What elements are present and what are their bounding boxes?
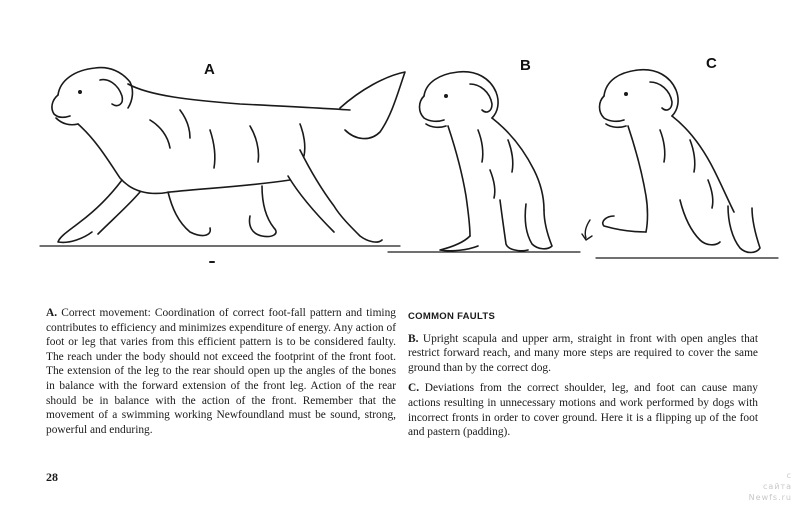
watermark-line-3: Newfs.ru xyxy=(748,493,792,502)
common-faults-heading: COMMON FAULTS xyxy=(408,311,496,322)
site-watermark xyxy=(749,470,792,503)
dog-a-drawing xyxy=(40,68,405,262)
figure-a-label: A xyxy=(204,61,215,78)
paragraph-a-key: A. xyxy=(46,307,58,319)
watermark-line-1: с xyxy=(786,471,792,480)
fault-b-paragraph xyxy=(408,332,758,376)
paragraph-c-text: Deviations from the correct shoulder, leg, and foot can cause many actions resulting in unnecessary motions and work performed by dogs with incorrect fronts in order to cover ground. Here it is a flipping up of the foot and pastern (padding). xyxy=(408,382,758,439)
correct-movement-paragraph xyxy=(46,306,396,437)
fault-c-paragraph xyxy=(408,381,758,439)
figure-c-label: C xyxy=(706,55,717,72)
common-faults-section xyxy=(408,310,758,446)
paragraph-b-text: Upright scapula and upper arm, straight in front with open angles that restrict forward reach, and many more steps are required to cover the same ground than by the correct dog. xyxy=(408,332,759,374)
paragraph-a-text: Correct movement: Coordination of correct foot-fall pattern and timing contributes to efficiency and minimizes expenditure of energy. Any action of foot or leg that varies from this efficient pattern is to be considered faulty. The reach under the body should not exceed the footprint of the front foot. The extension of the leg to the rear should open up the angles of the bones in balance with the forward extension of the front leg. Action of the rear should be in balance with the action of the front. Remember that the movement of a swimming working Newfoundland must be sound, strong, powerful and enduring. xyxy=(46,307,396,436)
dog-b-drawing xyxy=(388,72,580,252)
dog-c-drawing xyxy=(582,70,778,258)
figure-b-label: B xyxy=(520,57,531,74)
page-number: 28 xyxy=(46,470,58,484)
paragraph-c-key: C. xyxy=(408,382,420,395)
paragraph-b-key: B. xyxy=(408,332,419,345)
watermark-line-2: сайта xyxy=(762,482,792,491)
